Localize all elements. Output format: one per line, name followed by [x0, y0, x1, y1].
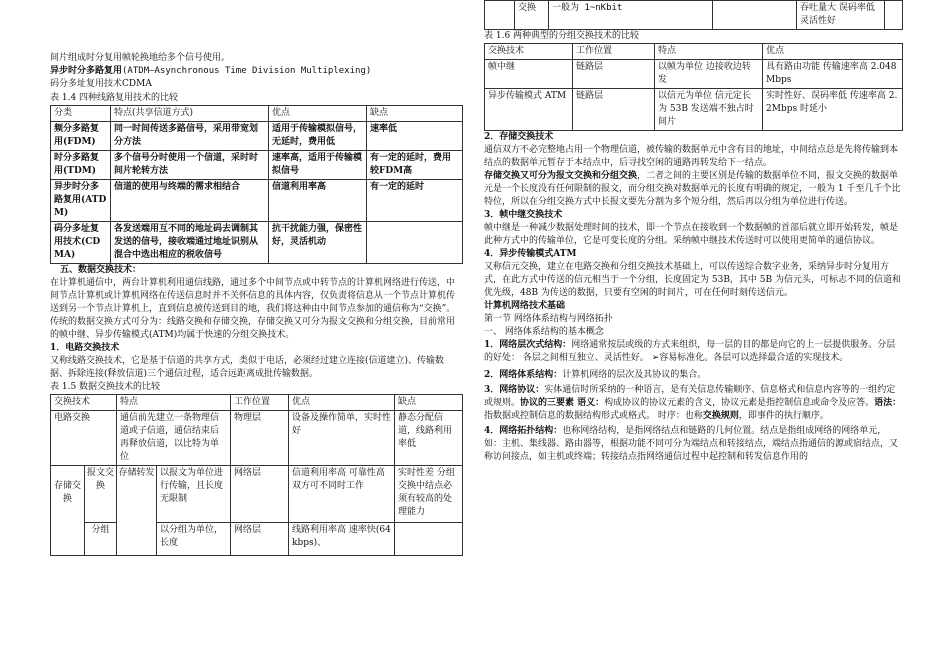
paragraph: 在计算机通信中，两台计算机利用通信线路，通过多个中间节点或中转节点的计算机网络进行传送，中间节点计算机或计算机网络在传送信息时并不关怀信息的具体内容，仅负责将信息从一个节点计算机传送到另一个节点计算机上，直到信息被传送到目的地，我们将这种由中间节点参加的通信称为“交换”。	[50, 278, 456, 314]
table-cell: 以报文为单位进行传输，且长度无限制	[157, 466, 231, 523]
atdm-heading: 异步时分多路复用	[50, 66, 123, 76]
basics-title: 计算机网络技术基础	[484, 301, 566, 311]
paragraph	[484, 339, 902, 365]
paragraph	[484, 369, 902, 382]
table-cell: 链路层	[573, 60, 655, 89]
table-cell: 存储转发	[117, 466, 157, 556]
header-cell: 工作位置	[231, 395, 289, 411]
table-cell: 异步时分多路复用(ATDM)	[51, 180, 111, 222]
header-cell: 工作位置	[573, 44, 655, 60]
table-cell	[713, 1, 797, 30]
table-row	[51, 411, 463, 466]
table-cell: 物理层	[231, 411, 289, 466]
table-row	[485, 1, 903, 30]
table-cell: 时分多路复用(TDM)	[51, 151, 111, 180]
p3-text: ，即事件的执行顺序。	[738, 411, 829, 421]
paragraph	[484, 425, 902, 464]
paragraph: 传统的数据交换方式可分为：线路交换和存储交换，存储交换又可分为报文交换和分组交换，目前常用的帧中继、异步传输模式(ATM)均属于快速的分组交换技术。	[50, 317, 456, 340]
table-cell: 以帧为单位 边接收边转发	[655, 60, 763, 89]
p2-lead: 2．网络体系结构：	[484, 370, 563, 380]
header-cell: 交换技术	[485, 44, 573, 60]
table-cell: 交换	[515, 1, 549, 30]
table-cell: 帧中继	[485, 60, 573, 89]
header-cell: 特点	[117, 395, 231, 411]
text-line: 间片组成时分复用帧轮换地给多个信号使用。	[50, 53, 231, 63]
table15	[50, 394, 463, 556]
cdma-line: 码分多址复用技术CDMA	[50, 79, 152, 89]
table-cell: 电路交换	[51, 411, 117, 466]
table-cell: 信道的使用与终端的需求相结合	[111, 180, 269, 222]
p3-kw: 协议的三要素 语义：	[520, 398, 605, 408]
table-cell: 各发送端用互不同的地址码去调制其发送的信号，接收端通过地址识别从混合中选出相应的税收信号	[111, 222, 269, 264]
table-cell: 信道利用率高	[269, 180, 367, 222]
table-cell: 静态分配信道，线路利用率低	[395, 411, 463, 466]
paragraph: 通信双方不必完整地占用一个物理信道，被传输的数据单元中含有目的地址，中间结点总是先将传输到本结点的数据单元暂存于本结点中，后寻找空闲的通路再转发给下一结点。	[484, 145, 899, 168]
table-row	[485, 60, 903, 89]
table-cell: 报文交换	[85, 466, 117, 523]
p3-lead: 3．网络协议：	[484, 385, 545, 395]
table-cell: 设备及操作简单，实时性好	[289, 411, 395, 466]
p3-text: 指数据或控制信息的数据结构形式或格式。 时序：也称	[484, 411, 703, 421]
left-column	[50, 52, 462, 556]
table-row	[51, 523, 463, 556]
table15-continued	[484, 0, 903, 30]
table-cell: 网络层	[231, 466, 289, 523]
table-cell: 有一定的延时	[367, 180, 463, 222]
chapter-title: 第一节 网络体系结构与网络拓扑	[484, 314, 613, 324]
table-cell: 实时性差 分组交换中结点必须有较高的处理能力	[395, 466, 463, 523]
p4-lead: 4．网络拓扑结构：	[484, 426, 563, 436]
table-row	[51, 180, 463, 222]
p3-text: 实体通信时所采纳的一种语言，是有关信息传输顺序、信息格式和信息内容等的一组约定或规则。	[484, 385, 896, 408]
p3-kw3: 交换规则	[702, 411, 739, 421]
table-cell: 通信前先建立一条物理信道或子信道，通信结束后再释放信道，以比特为单位	[117, 411, 231, 466]
table-cell: 有一定的延时，费用较FDM高	[367, 151, 463, 180]
header-cell: 特点	[655, 44, 763, 60]
header-cell: 优点	[763, 44, 903, 60]
table-row	[51, 466, 463, 523]
paragraph	[484, 170, 902, 209]
table-header-row	[485, 44, 903, 60]
table-header-row	[51, 395, 463, 411]
right-column	[484, 0, 902, 464]
sub-title: 一、 网络体系结构的基本概念	[484, 327, 604, 337]
table-cell: 速率低	[367, 122, 463, 151]
table-cell: 速率高，适用于传输模拟信号	[269, 151, 367, 180]
paragraph: 帧中继是一种减少数据处理时间的技术，即一个节点在接收到一个数据帧的首部后就立即开始转发，帧是此种方式中的传输单位，它是可变长度的分组。采纳帧中继技术传送时可以使用更简单的通信协议。	[484, 223, 899, 246]
atdm-line	[50, 65, 462, 78]
table-row	[51, 122, 463, 151]
header-cell: 缺点	[395, 395, 463, 411]
table-row	[51, 222, 463, 264]
table-cell: 适用于传输模拟信号，无延时，费用低	[269, 122, 367, 151]
table-cell: 以分组为单位，长度	[157, 523, 231, 556]
paragraph	[484, 384, 902, 423]
table-cell: 链路层	[573, 89, 655, 131]
atdm-full: (ATDM—Asynchronous Time Division Multiplexing)	[122, 66, 372, 76]
s2-lead: 存储交换又可分为报文交换和分组交换	[484, 171, 638, 181]
table-header-row	[51, 106, 463, 122]
p1-text: 网络通常按层或级的方式来组织，每一层的目的都是向它的上一层提供服务。分层的好处： 各层之间相互独立、灵活性好。 ➢容易标准化。各层可以选择最合适的实现技术。	[484, 340, 896, 363]
table15-caption: 表 1.5 数据交换技术的比较	[50, 382, 161, 392]
table-cell: 吞吐量大 误码率低 灵活性好	[797, 1, 885, 30]
table-cell: 分组	[85, 523, 117, 556]
p3-text: 构成协议的协议元素的含义，协议元素是指控制信息或命令及应答。	[604, 398, 875, 408]
header-cell: 交换技术	[51, 395, 117, 411]
section-title: 2．存储交换技术	[484, 132, 554, 142]
table-cell: 抗干扰能力强，保密性好，灵活机动	[269, 222, 367, 264]
header-cell: 分类	[51, 106, 111, 122]
table-cell: 具有路由功能 传输速率高 2.048Mbps	[763, 60, 903, 89]
p4-text: 也称网络结构，是指网络结点和链路的几何位置。结点是指组成网络的网络单元，如：主机、集线器、路由器等，根据功能不同可分为端结点和转接结点，端结点指通信的源或宿结点，又称访问接点，如主机或终端；转接结点指网络通信过程中起控制和转发信息作用的	[484, 426, 899, 462]
table-cell	[885, 1, 903, 30]
table-cell: 码分多址复用技术(CDMA)	[51, 222, 111, 264]
s2-text2: ，二者之间的主要区别是传输的数据单位不同，报文交换的数据单元是一个长度没有任何限制的报文，而分组交换对数据单元的长度有明确的规定，一般为 1 千至几千个比特位，所以在分组交换方式中长报文要先分割为多个短分组，然后再以分组为单位进行传送。	[484, 171, 901, 207]
header-cell: 缺点	[367, 106, 463, 122]
section-title: 3．帧中继交换技术	[484, 210, 563, 220]
p2-text: 计算机网络的层次及其协议的集合。	[562, 370, 707, 380]
p3-kw2: 语法：	[874, 398, 902, 408]
table-cell: 以信元为单位 信元定长为 53B 发送端不独占时间片	[655, 89, 763, 131]
p1-lead: 1．网络层次式结构：	[484, 340, 572, 350]
paragraph: 又称信元交换，建立在电路交换和分组交换技术基础上，可以传送综合数字业务，采纳异步时分复用方式，在此方式中传送的信元相当于一个分组，长度固定为 53B，其中 5B 为信元头，可标志不同的信道和优先级，48B 为传送的数据，只要有空闲的时间片，可在任何时刻传送信元。	[484, 262, 901, 298]
table-cell	[367, 222, 463, 264]
table14-caption: 表 1.4 四种线路复用技术的比较	[50, 93, 179, 103]
table-cell: 网络层	[231, 523, 289, 556]
table-cell: 信道利用率高 可靠性高 双方可不同时工作	[289, 466, 395, 523]
paragraph: 又称线路交换技术，它是基于信道的共享方式，类似于电话，必须经过建立连接(信道建立)、传输数据、拆除连接(释放信道)三个通信过程，适合远距离成批传输数据。	[50, 356, 445, 379]
table-cell: 实时性好、误码率低 传速率高 2.2Mbps 时延小	[763, 89, 903, 131]
table14	[50, 105, 463, 264]
table-cell: 多个信号分时使用一个信道，采时时间片轮转方法	[111, 151, 269, 180]
table-cell	[395, 523, 463, 556]
table-cell: 线路利用率高 速率快(64kbps)、	[289, 523, 395, 556]
table-cell: 一般为 1~nKbit	[549, 1, 713, 30]
table-cell: 异步传输模式 ATM	[485, 89, 573, 131]
table-cell: 频分多路复用(FDM)	[51, 122, 111, 151]
table-cell	[485, 1, 515, 30]
section-title: 1．电路交换技术	[50, 343, 120, 353]
table16-caption: 表 1.6 两种典型的分组交换技术的比较	[484, 31, 640, 41]
table16	[484, 43, 903, 131]
section5-title: 五、数据交换技术：	[60, 265, 142, 275]
table-row	[51, 151, 463, 180]
section-title: 4．异步传输模式ATM	[484, 249, 577, 259]
header-cell: 特点(共享信道方式)	[111, 106, 269, 122]
table-cell: 存储交换	[51, 466, 85, 556]
table-row	[485, 89, 903, 131]
table-cell: 同一时间传送多路信号，采用带宽划分方法	[111, 122, 269, 151]
header-cell: 优点	[289, 395, 395, 411]
header-cell: 优点	[269, 106, 367, 122]
